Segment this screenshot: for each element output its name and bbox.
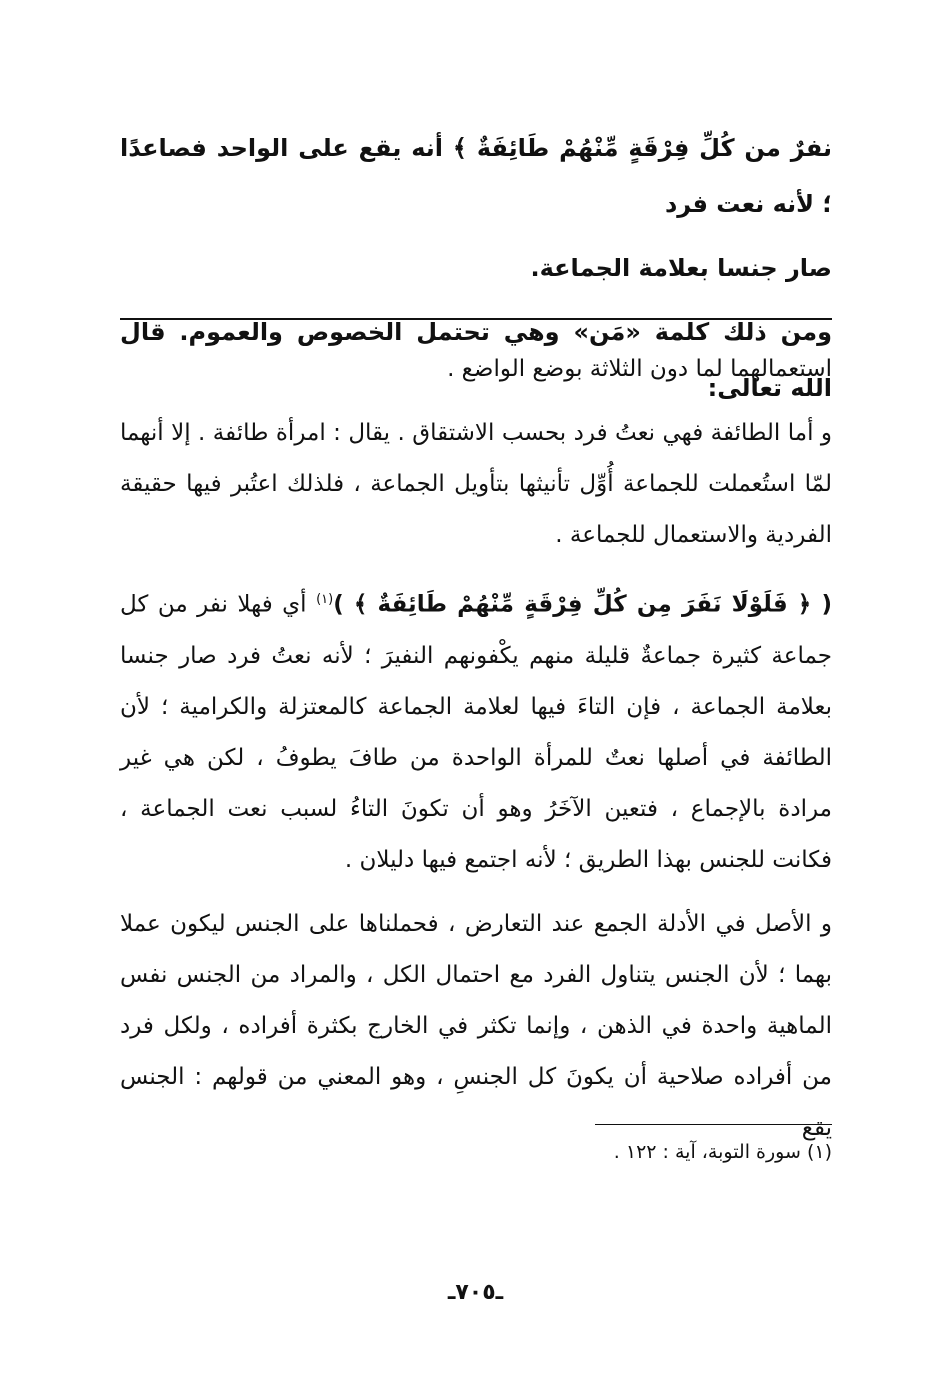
sharh-paragraph: [120, 574, 832, 886]
sharh-text: [120, 344, 832, 1167]
matn-line: ومن ذلك كلمة «مَن» وهي تحتمل الخصوص والعموم. قال الله تعالى:: [120, 318, 832, 402]
matn-line: صار جنسا بعلامة الجماعة.: [530, 254, 832, 282]
footnote-separator-rule: [595, 1124, 832, 1125]
quran-quote: ( ﴿ فَلَوْلَا نَفَرَ مِن كُلِّ فِرْقَةٍ مِّنْهُمْ طَائِفَةٌ ﴾ ): [333, 591, 832, 618]
sharh-paragraph: استعمالهما لما دون الثلاثة بوضع الواضع .: [447, 356, 832, 382]
page-number: ـ٧٠٥ـ: [447, 1280, 504, 1305]
matn-separator-rule: [120, 318, 832, 320]
matn-line: نفرٌ من كُلِّ فِرْقَةٍ مِّنْهُمْ طَائِفَةٌ ﴾ أنه يقع على الواحد فصاعدًا ؛ لأنه نعت فرد: [120, 134, 832, 218]
footnote-reference: (١): [316, 592, 334, 607]
sharh-paragraph: و الأصل في الأدلة الجمع عند التعارض ، فحملناها على الجنس ليكون عملا بهما ؛ لأن الجنس يتناول الفرد مع احتمال الكل ، والمراد من الجنس نفس الماهية واحدة في الذهن ، وإنما تكثر في الخارج بكثرة أفراده ، ولكل فرد من أفراده صلاحية أن يكونَ كل الجنسِ ، وهو المعني من قولهم : الجنس يقع: [120, 910, 832, 1141]
footnote: (١) سورة التوبة، آية : ١٢٢ .: [613, 1141, 832, 1163]
sharh-paragraph: و أما الطائفة فهي نعتُ فرد بحسب الاشتقاق . يقال : امرأة طائفة . إلا أنهما لمّا استُعملت للجماعة أُوِّل تأنيثها بتأويل الجماعة ، فلذلك اعتُبر فيها حقيقة الفردية والاستعمال للجماعة .: [120, 420, 832, 548]
sharh-paragraph-text: أي فهلا نفر من كل جماعة كثيرة جماعةٌ قليلة منهم يكْفونهم النفيرَ ؛ لأنه نعتُ فرد صار جنسا بعلامة الجماعة ، فإن التاءَ فيها لعلامة الجماعة كالمعتزلة والكرامية ؛ لأن الطائفة في أصلها نعتٌ للمرأة الواحدة من طافَ يطوفُ ، لكن هي غير مرادة بالإجماع ، فتعين الآخَرُ وهو أن تكونَ التاءُ لسبب نعت الجماعة ، فكانت للجنس بهذا الطريق ؛ لأنه اجتمع فيها دليلان .: [120, 591, 832, 873]
